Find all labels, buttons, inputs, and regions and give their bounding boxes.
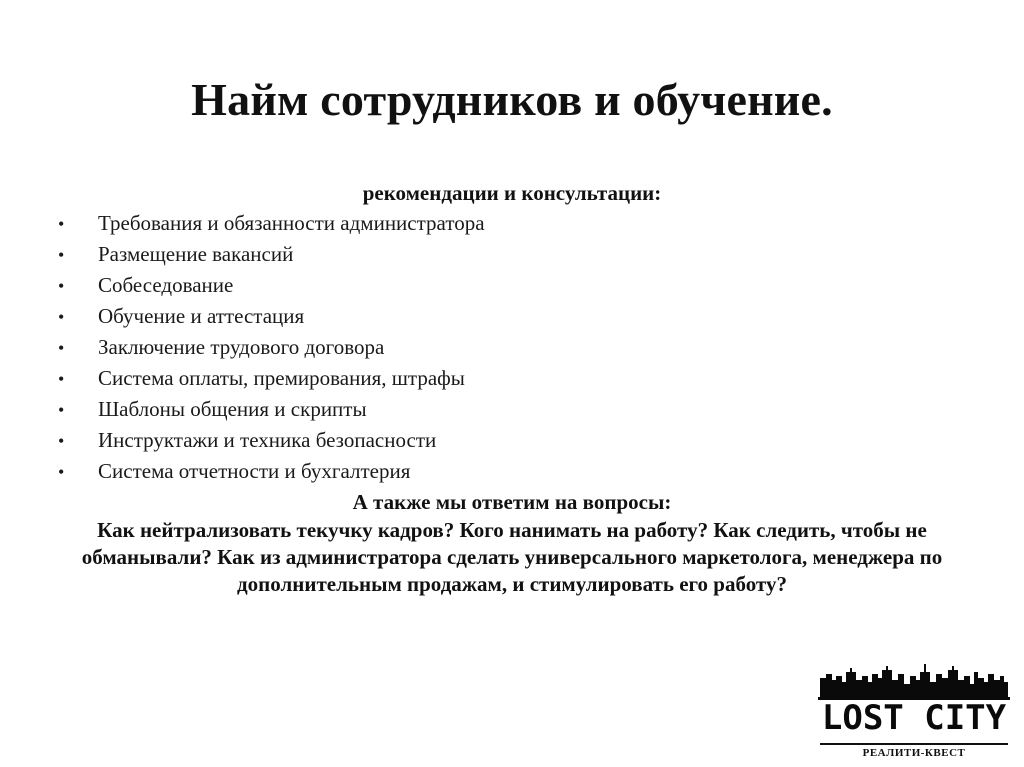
list-item: [58, 208, 485, 239]
city-skyline-icon: [818, 660, 1010, 700]
logo-tagline: РЕАЛИТИ-КВЕСТ: [862, 747, 966, 759]
bullet-icon: •: [58, 214, 65, 234]
list-item-text: Система отчетности и бухгалтерия: [98, 459, 411, 483]
logo-divider: [820, 743, 1008, 745]
list-item-text: Шаблоны общения и скрипты: [98, 397, 367, 421]
list-item-text: Обучение и аттестация: [98, 304, 305, 328]
list-item-text: Требования и обязанности администратора: [98, 211, 485, 235]
bullet-icon: •: [58, 245, 65, 265]
list-item: [58, 394, 485, 425]
bullet-icon: •: [58, 369, 65, 389]
bullet-icon: •: [58, 276, 65, 296]
lost-city-logo: [818, 660, 1010, 764]
list-item-text: Размещение вакансий: [98, 242, 294, 266]
list-item: [58, 456, 485, 487]
logo-wordmark: LOST CITY: [821, 698, 1007, 738]
bullet-icon: •: [58, 462, 65, 482]
bullet-icon: •: [58, 431, 65, 451]
bullet-icon: •: [58, 400, 65, 420]
list-item: [58, 239, 485, 270]
list-item: [58, 301, 485, 332]
list-item-text: Собеседование: [98, 273, 234, 297]
list-item: [58, 332, 485, 363]
bullet-icon: •: [58, 307, 65, 327]
list-item: [58, 270, 485, 301]
list-item-text: Инструктажи и техника безопасности: [98, 428, 437, 452]
section-subtitle: рекомендации и консультации:: [362, 181, 662, 205]
questions-paragraph: Как нейтрализовать текучку кадров? Кого нанимать на работу? Как следить, чтобы не обманывали? Как из администратора сделать универсального маркетолога, менеджера по дополнительным продажам, и стимулировать его работу?: [81, 518, 943, 596]
questions-heading: А также мы ответим на вопросы:: [352, 490, 672, 514]
recommendations-list: [58, 208, 485, 487]
list-item-text: Заключение трудового договора: [98, 335, 385, 359]
list-item: [58, 363, 485, 394]
bullet-icon: •: [58, 338, 65, 358]
list-item: [58, 425, 485, 456]
list-item-text: Система оплаты, премирования, штрафы: [98, 366, 465, 390]
page-title: Найм сотрудников и обучение.: [191, 74, 833, 125]
